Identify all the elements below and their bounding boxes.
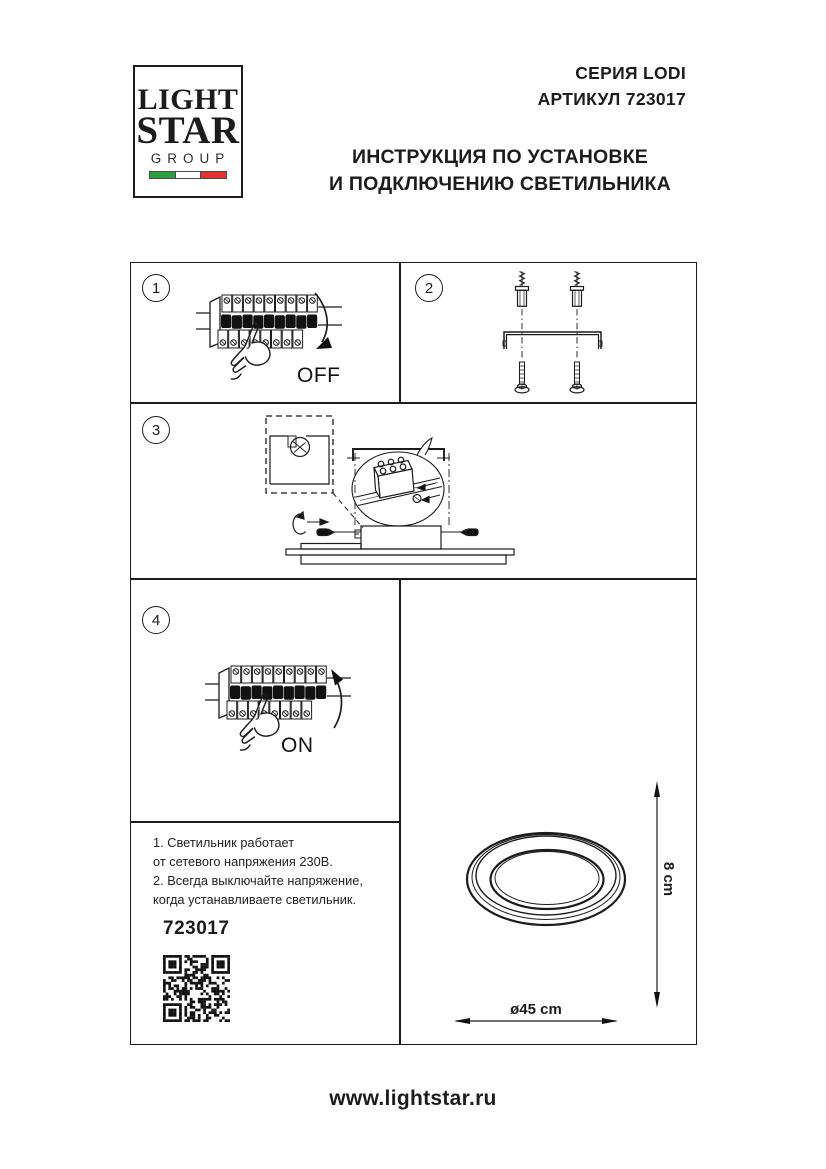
ceiling-lamp-drawing bbox=[399, 578, 698, 1046]
step-1-panel bbox=[131, 263, 399, 402]
series-label: СЕРИЯ LODI bbox=[575, 63, 686, 83]
step-2-number: 2 bbox=[415, 274, 443, 302]
ceiling-installation-diagram bbox=[131, 402, 698, 578]
series-article-block bbox=[538, 60, 686, 112]
note-line: 2. Всегда выключайте напряжение, bbox=[153, 873, 363, 888]
page-title bbox=[300, 144, 700, 197]
website-url: www.lightstar.ru bbox=[329, 1087, 497, 1110]
product-dimensions-panel bbox=[399, 578, 698, 1046]
note-line: от сетевого напряжения 230В. bbox=[153, 854, 333, 869]
circuit-breaker-on-diagram bbox=[203, 652, 353, 770]
qr-code bbox=[163, 955, 230, 1022]
logo-text-star: STAR bbox=[136, 109, 240, 152]
logo-text-light: LIGHT bbox=[137, 83, 239, 116]
lightstar-logo bbox=[133, 65, 243, 198]
logo-text-group: GROUP bbox=[150, 151, 231, 166]
mounting-hardware-diagram bbox=[399, 263, 698, 402]
step-1-number: 1 bbox=[142, 274, 170, 302]
title-line-1: ИНСТРУКЦИЯ ПО УСТАНОВКЕ bbox=[351, 146, 648, 168]
italian-flag-icon bbox=[149, 171, 227, 179]
product-code: 723017 bbox=[163, 918, 230, 939]
instruction-grid bbox=[130, 262, 697, 1045]
step-4-panel bbox=[131, 578, 399, 821]
step-3-panel bbox=[131, 402, 698, 578]
notes-panel bbox=[131, 821, 399, 1046]
note-line: 1. Светильник работает bbox=[153, 835, 295, 850]
step-3-number: 3 bbox=[142, 416, 170, 444]
note-line: когда устанавливаете светильник. bbox=[153, 892, 356, 907]
step-4-label: ON bbox=[281, 734, 314, 757]
article-label: АРТИКУЛ 723017 bbox=[537, 89, 686, 109]
title-line-2: И ПОДКЛЮЧЕНИЮ СВЕТИЛЬНИКА bbox=[329, 172, 671, 195]
safety-notes bbox=[153, 833, 363, 909]
step-4-number: 4 bbox=[142, 606, 170, 634]
height-dim-label: 8 cm bbox=[660, 861, 677, 897]
step-1-label: OFF bbox=[297, 364, 341, 387]
diameter-dim-label: ø45 cm bbox=[510, 1001, 562, 1018]
step-2-panel bbox=[399, 263, 698, 402]
